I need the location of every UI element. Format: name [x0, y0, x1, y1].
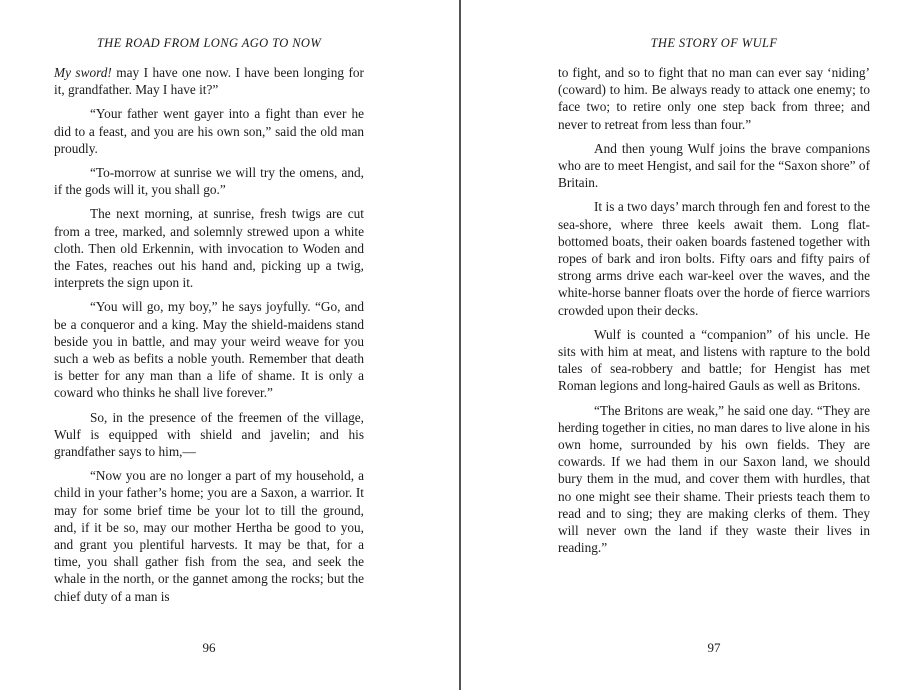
paragraph: And then young Wulf joins the brave companions who are to meet Hengist, and sail for the “Saxon shore” of Britain.	[558, 140, 870, 191]
left-page-number: 96	[202, 640, 216, 655]
right-page-body	[558, 64, 870, 563]
paragraph: “To-morrow at sunrise we will try the omens, and, if the gods will it, you shall go.”	[54, 165, 364, 198]
left-running-head: THE ROAD FROM LONG AGO TO NOW	[96, 36, 322, 50]
paragraph	[54, 64, 364, 98]
paragraph: It is a two days’ march through fen and forest to the sea-shore, where three keels await them. Long flat-bottomed boats, their oaken boards fastened together with ropes of bark and iron bolts. Fifty oars and fifty pairs of strong arms drive each war-keel over the waves, and the white-horse banner floats over the horde of fierce warriors crowded upon their decks.	[558, 199, 870, 318]
paragraph: Wulf is counted a “companion” of his uncle. He sits with him at meat, and listens with rapture to the bold tales of sea-robbery and battle; for Hengist has met Roman legions and long-haired Gauls as well as Britons.	[558, 326, 870, 394]
paragraph: to fight, and so to fight that no man can ever say ‘niding’ (coward) to him. Be always ready to attack one enemy; to face two; to retire only one step back from three; and never to retreat from less than four.”	[558, 65, 870, 132]
paragraph: “Now you are no longer a part of my household, a child in your father’s home; you are a Saxon, a warrior. It may for some brief time be your lot to till the ground, and, if it be so, may our mother Hertha be good to you, and grant you plentiful harvests. It may be that, for a time, you shall gather fish from the sea, and seek the whale in the north, or the gannet among the rocks; but the chief duty of a man is	[54, 468, 364, 604]
paragraph: “The Britons are weak,” he said one day. “They are herding together in cities, no man dares to live alone in his own home, surrounded by his own fields. They are cowards. If we had them in our Saxon land, we should bury them in the mud, and cover them with hurdles, that no one might see their shame. Their priests teach them to read and to sing; they are making clerks of them. They will never own the land if they waste their lives in reading.”	[558, 402, 870, 556]
left-page	[54, 0, 364, 690]
right-running-head: THE STORY OF WULF	[650, 36, 778, 50]
emphasis-text: My sword!	[54, 65, 112, 80]
paragraph: “You will go, my boy,” he says joyfully. “Go, and be a conqueror and a king. May the shield-maidens stand beside you in battle, and may your weird weave for you such a web as befits a noble youth. Remember that death is better for any man than a life of shame. It is only a coward who thinks he shall live forever.”	[54, 299, 364, 401]
paragraph: The next morning, at sunrise, fresh twigs are cut from a tree, marked, and solemnly strewed upon a white cloth. Then old Erkennin, with invocation to Woden and the Fates, reaches out his hand and, picking up a twig, interprets the sign upon it.	[54, 206, 364, 291]
paragraph: “Your father went gayer into a fight than ever he did to a feast, and you are his own son,” said the old man proudly.	[54, 106, 364, 156]
left-page-body	[54, 64, 364, 612]
page-gutter-divider	[459, 0, 461, 690]
right-page-number: 97	[707, 640, 721, 655]
paragraph-text: may I have one now. I have been longing for it, grandfather. May I have it?”	[54, 65, 364, 98]
paragraph: So, in the presence of the freemen of the village, Wulf is equipped with shield and javelin; and his grandfather says to him,—	[54, 409, 364, 460]
right-page	[558, 0, 870, 690]
